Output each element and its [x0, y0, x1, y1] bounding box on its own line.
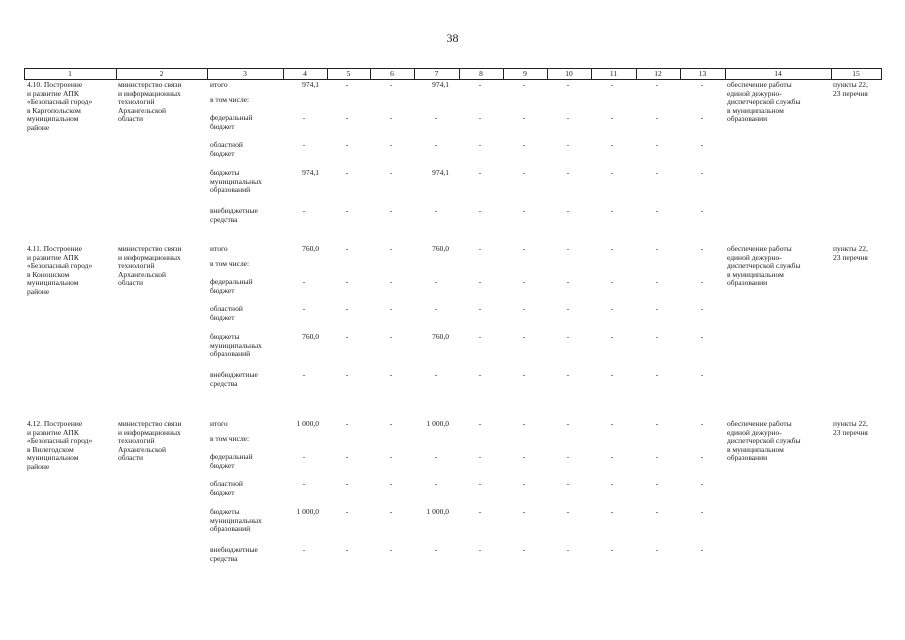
empty-value-dash: - — [522, 370, 526, 379]
column-divider — [881, 68, 882, 80]
empty-value-dash: - — [610, 545, 614, 554]
item-name-line: «Безопасный город» — [27, 261, 93, 271]
empty-value-dash: - — [345, 140, 349, 149]
empty-value-dash: - — [345, 479, 349, 488]
column-number-14: 14 — [774, 69, 782, 78]
result-line: диспетчерской службы — [727, 97, 801, 107]
funding-source-label: средства — [210, 553, 238, 563]
empty-value-dash: - — [522, 479, 526, 488]
amount-value: 1 000,0 — [296, 419, 319, 428]
empty-value-dash: - — [478, 419, 482, 428]
empty-value-dash: - — [389, 479, 393, 488]
empty-value-dash: - — [302, 304, 306, 313]
executor-line: Архангельской — [118, 444, 166, 454]
empty-value-dash: - — [655, 113, 659, 122]
empty-value-dash: - — [389, 545, 393, 554]
empty-value-dash: - — [389, 507, 393, 516]
empty-value-dash: - — [655, 304, 659, 313]
funding-source-label: образований — [210, 524, 251, 534]
empty-value-dash: - — [522, 419, 526, 428]
empty-value-dash: - — [655, 332, 659, 341]
empty-value-dash: - — [566, 507, 570, 516]
empty-value-dash: - — [655, 168, 659, 177]
empty-value-dash: - — [389, 113, 393, 122]
empty-value-dash: - — [434, 545, 438, 554]
empty-value-dash: - — [610, 479, 614, 488]
reference-line: пункты 22, — [833, 419, 868, 428]
empty-value-dash: - — [345, 168, 349, 177]
reference-line: пункты 22, — [833, 244, 868, 253]
empty-value-dash: - — [522, 545, 526, 554]
funding-source-label: федеральный — [210, 113, 253, 122]
empty-value-dash: - — [478, 140, 482, 149]
funding-source-label: федеральный — [210, 452, 253, 461]
executor-line: области — [118, 453, 144, 463]
empty-value-dash: - — [566, 206, 570, 215]
empty-value-dash: - — [434, 304, 438, 313]
empty-value-dash: - — [345, 507, 349, 516]
funding-source-label: муниципальных — [210, 176, 262, 186]
item-name-line: 4.11. Построение — [27, 244, 82, 253]
empty-value-dash: - — [302, 113, 306, 122]
empty-value-dash: - — [566, 452, 570, 461]
executor-line: и информационных — [118, 88, 181, 98]
executor-line: Архангельской — [118, 105, 166, 115]
empty-value-dash: - — [700, 479, 704, 488]
empty-value-dash: - — [434, 140, 438, 149]
funding-source-label: итого — [210, 244, 228, 253]
empty-value-dash: - — [478, 332, 482, 341]
funding-source-label: областной — [210, 140, 243, 149]
empty-value-dash: - — [566, 168, 570, 177]
funding-source-label: в том числе: — [210, 95, 250, 104]
amount-value: 974,1 — [302, 168, 319, 177]
amount-value: 974,1 — [432, 80, 449, 89]
empty-value-dash: - — [302, 206, 306, 215]
result-line: в муниципальном — [727, 105, 784, 115]
empty-value-dash: - — [655, 80, 659, 89]
empty-value-dash: - — [566, 304, 570, 313]
empty-value-dash: - — [389, 452, 393, 461]
empty-value-dash: - — [700, 244, 704, 253]
empty-value-dash: - — [700, 206, 704, 215]
item-name-line: муниципальном — [27, 453, 79, 463]
funding-source-label: бюджет — [210, 487, 235, 497]
empty-value-dash: - — [345, 370, 349, 379]
column-number-9: 9 — [523, 69, 527, 78]
empty-value-dash: - — [700, 545, 704, 554]
empty-value-dash: - — [522, 332, 526, 341]
empty-value-dash: - — [566, 113, 570, 122]
empty-value-dash: - — [522, 80, 526, 89]
empty-value-dash: - — [610, 452, 614, 461]
empty-value-dash: - — [610, 370, 614, 379]
item-name-line: «Безопасный город» — [27, 436, 93, 446]
empty-value-dash: - — [434, 479, 438, 488]
column-number-11: 11 — [609, 69, 618, 78]
empty-value-dash: - — [345, 304, 349, 313]
empty-value-dash: - — [655, 419, 659, 428]
item-name-line: районе — [27, 462, 50, 471]
empty-value-dash: - — [610, 113, 614, 122]
empty-value-dash: - — [655, 479, 659, 488]
empty-value-dash: - — [610, 419, 614, 428]
item-name-line: и развитие АПК — [27, 427, 79, 437]
item-name-line: 4.12. Построение — [27, 419, 83, 428]
item-name-line: в Коношском — [27, 269, 70, 279]
empty-value-dash: - — [566, 244, 570, 253]
column-number-1: 1 — [68, 69, 72, 78]
result-line: в муниципальном — [727, 269, 784, 279]
funding-source-label: областной — [210, 479, 243, 488]
empty-value-dash: - — [610, 332, 614, 341]
empty-value-dash: - — [302, 277, 306, 286]
funding-source-label: бюджет — [210, 121, 235, 131]
result-line: обеспечение работы — [727, 80, 792, 89]
empty-value-dash: - — [478, 277, 482, 286]
empty-value-dash: - — [566, 332, 570, 341]
executor-line: технологий — [118, 261, 155, 271]
funding-source-label: средства — [210, 378, 238, 388]
empty-value-dash: - — [345, 545, 349, 554]
empty-value-dash: - — [522, 244, 526, 253]
amount-value: 1 000,0 — [296, 507, 319, 516]
empty-value-dash: - — [522, 206, 526, 215]
column-number-10: 10 — [565, 69, 573, 78]
empty-value-dash: - — [566, 80, 570, 89]
funding-source-label: бюджеты — [210, 332, 240, 341]
empty-value-dash: - — [345, 419, 349, 428]
column-number-3: 3 — [243, 69, 247, 78]
empty-value-dash: - — [522, 113, 526, 122]
empty-value-dash: - — [610, 244, 614, 253]
empty-value-dash: - — [478, 507, 482, 516]
column-number-6: 6 — [390, 69, 394, 78]
empty-value-dash: - — [478, 206, 482, 215]
empty-value-dash: - — [700, 332, 704, 341]
column-number-5: 5 — [346, 69, 351, 78]
empty-value-dash: - — [345, 113, 349, 122]
result-line: в муниципальном — [727, 444, 784, 454]
funding-source-label: образований — [210, 349, 251, 359]
empty-value-dash: - — [566, 479, 570, 488]
amount-value: 974,1 — [432, 168, 449, 177]
amount-value: 760,0 — [432, 332, 449, 341]
executor-line: технологий — [118, 97, 155, 107]
result-line: диспетчерской службы — [727, 436, 801, 446]
empty-value-dash: - — [389, 419, 393, 428]
empty-value-dash: - — [655, 244, 659, 253]
empty-value-dash: - — [610, 304, 614, 313]
result-line: образовании — [727, 278, 768, 288]
result-line: образовании — [727, 453, 768, 463]
funding-source-label: бюджет — [210, 312, 235, 322]
empty-value-dash: - — [700, 140, 704, 149]
empty-value-dash: - — [566, 140, 570, 149]
item-name-line: и развитие АПК — [27, 252, 79, 262]
empty-value-dash: - — [345, 452, 349, 461]
empty-value-dash: - — [389, 332, 393, 341]
empty-value-dash: - — [655, 452, 659, 461]
empty-value-dash: - — [389, 244, 393, 253]
empty-value-dash: - — [434, 370, 438, 379]
result-line: обеспечение работы — [727, 419, 792, 428]
empty-value-dash: - — [655, 206, 659, 215]
reference-line: 23 перечня — [833, 252, 868, 262]
funding-source-label: бюджет — [210, 148, 235, 158]
funding-source-label: внебюджетные — [210, 206, 258, 215]
empty-value-dash: - — [478, 479, 482, 488]
empty-value-dash: - — [478, 113, 482, 122]
funding-source-label: средства — [210, 214, 238, 224]
empty-value-dash: - — [700, 507, 704, 516]
executor-line: министерство связи — [118, 244, 182, 253]
column-number-12: 12 — [654, 69, 662, 78]
item-name-line: в Каргопольском — [27, 105, 81, 115]
empty-value-dash: - — [302, 452, 306, 461]
funding-source-label: итого — [210, 80, 228, 89]
empty-value-dash: - — [655, 370, 659, 379]
empty-value-dash: - — [478, 370, 482, 379]
empty-value-dash: - — [655, 545, 659, 554]
result-line: образовании — [727, 114, 768, 124]
empty-value-dash: - — [522, 304, 526, 313]
empty-value-dash: - — [566, 545, 570, 554]
column-number-7: 7 — [434, 69, 439, 78]
empty-value-dash: - — [700, 113, 704, 122]
empty-value-dash: - — [478, 545, 482, 554]
item-name-line: «Безопасный город» — [27, 97, 93, 107]
funding-source-label: федеральный — [210, 277, 253, 286]
executor-line: технологий — [118, 436, 155, 446]
executor-line: и информационных — [118, 252, 181, 262]
item-name-line: районе — [27, 123, 50, 132]
executor-line: Архангельской — [118, 269, 166, 279]
empty-value-dash: - — [610, 140, 614, 149]
executor-line: министерство связи — [118, 80, 182, 89]
reference-line: 23 перечня — [833, 88, 868, 98]
funding-source-label: в том числе: — [210, 434, 250, 443]
amount-value: 760,0 — [302, 244, 319, 253]
empty-value-dash: - — [389, 277, 393, 286]
column-number-13: 13 — [698, 69, 707, 78]
item-name-line: муниципальном — [27, 114, 79, 124]
empty-value-dash: - — [302, 479, 306, 488]
item-name-line: муниципальном — [27, 278, 79, 288]
empty-value-dash: - — [655, 507, 659, 516]
empty-value-dash: - — [434, 113, 438, 122]
amount-value: 1 000,0 — [426, 419, 449, 428]
empty-value-dash: - — [610, 277, 614, 286]
column-number-15: 15 — [852, 69, 860, 78]
empty-value-dash: - — [700, 370, 704, 379]
empty-value-dash: - — [700, 277, 704, 286]
empty-value-dash: - — [655, 277, 659, 286]
empty-value-dash: - — [434, 206, 438, 215]
empty-value-dash: - — [522, 168, 526, 177]
funding-source-label: в том числе: — [210, 259, 250, 268]
item-name-line: в Вилегодском — [27, 444, 74, 454]
empty-value-dash: - — [700, 80, 704, 89]
empty-value-dash: - — [302, 140, 306, 149]
executor-line: министерство связи — [118, 419, 182, 428]
empty-value-dash: - — [610, 80, 614, 89]
executor-line: области — [118, 278, 144, 288]
empty-value-dash: - — [478, 452, 482, 461]
result-line: единой дежурно- — [727, 88, 782, 98]
reference-line: 23 перечня — [833, 427, 868, 437]
funding-source-label: внебюджетные — [210, 545, 258, 554]
amount-value: 760,0 — [432, 244, 449, 253]
funding-source-label: внебюджетные — [210, 370, 258, 379]
empty-value-dash: - — [434, 452, 438, 461]
column-number-2: 2 — [159, 69, 164, 78]
column-number-8: 8 — [479, 69, 483, 78]
empty-value-dash: - — [389, 370, 393, 379]
result-line: обеспечение работы — [727, 244, 792, 253]
empty-value-dash: - — [478, 304, 482, 313]
empty-value-dash: - — [522, 507, 526, 516]
item-name-line: 4.10. Построение — [27, 80, 83, 89]
empty-value-dash: - — [389, 80, 393, 89]
empty-value-dash: - — [302, 370, 306, 379]
item-name-line: и развитие АПК — [27, 88, 79, 98]
empty-value-dash: - — [610, 507, 614, 516]
empty-value-dash: - — [478, 244, 482, 253]
empty-value-dash: - — [345, 277, 349, 286]
empty-value-dash: - — [345, 80, 349, 89]
empty-value-dash: - — [700, 452, 704, 461]
empty-value-dash: - — [478, 80, 482, 89]
result-line: единой дежурно- — [727, 252, 782, 262]
funding-source-label: бюджеты — [210, 507, 240, 516]
empty-value-dash: - — [522, 140, 526, 149]
empty-value-dash: - — [655, 140, 659, 149]
empty-value-dash: - — [700, 419, 704, 428]
empty-value-dash: - — [566, 370, 570, 379]
funding-source-label: бюджеты — [210, 168, 240, 177]
funding-source-label: муниципальных — [210, 340, 262, 350]
amount-value: 760,0 — [302, 332, 319, 341]
funding-source-label: бюджет — [210, 460, 235, 470]
column-number-4: 4 — [303, 69, 307, 78]
funding-source-label: муниципальных — [210, 515, 262, 525]
empty-value-dash: - — [345, 206, 349, 215]
executor-line: и информационных — [118, 427, 181, 437]
empty-value-dash: - — [478, 168, 482, 177]
empty-value-dash: - — [389, 168, 393, 177]
funding-source-label: бюджет — [210, 285, 235, 295]
empty-value-dash: - — [389, 140, 393, 149]
result-line: единой дежурно- — [727, 427, 782, 437]
empty-value-dash: - — [389, 304, 393, 313]
empty-value-dash: - — [345, 332, 349, 341]
funding-source-label: образований — [210, 185, 251, 195]
amount-value: 974,1 — [302, 80, 319, 89]
empty-value-dash: - — [700, 304, 704, 313]
empty-value-dash: - — [700, 168, 704, 177]
empty-value-dash: - — [522, 277, 526, 286]
funding-source-label: областной — [210, 304, 243, 313]
result-line: диспетчерской службы — [727, 261, 801, 271]
executor-line: области — [118, 114, 144, 124]
empty-value-dash: - — [566, 419, 570, 428]
reference-line: пункты 22, — [833, 80, 868, 89]
page-number: 38 — [446, 31, 459, 45]
empty-value-dash: - — [610, 206, 614, 215]
amount-value: 1 000,0 — [426, 507, 449, 516]
empty-value-dash: - — [566, 277, 570, 286]
empty-value-dash: - — [389, 206, 393, 215]
item-name-line: районе — [27, 287, 50, 296]
empty-value-dash: - — [302, 545, 306, 554]
empty-value-dash: - — [345, 244, 349, 253]
empty-value-dash: - — [610, 168, 614, 177]
empty-value-dash: - — [434, 277, 438, 286]
empty-value-dash: - — [522, 452, 526, 461]
funding-source-label: итого — [210, 419, 228, 428]
